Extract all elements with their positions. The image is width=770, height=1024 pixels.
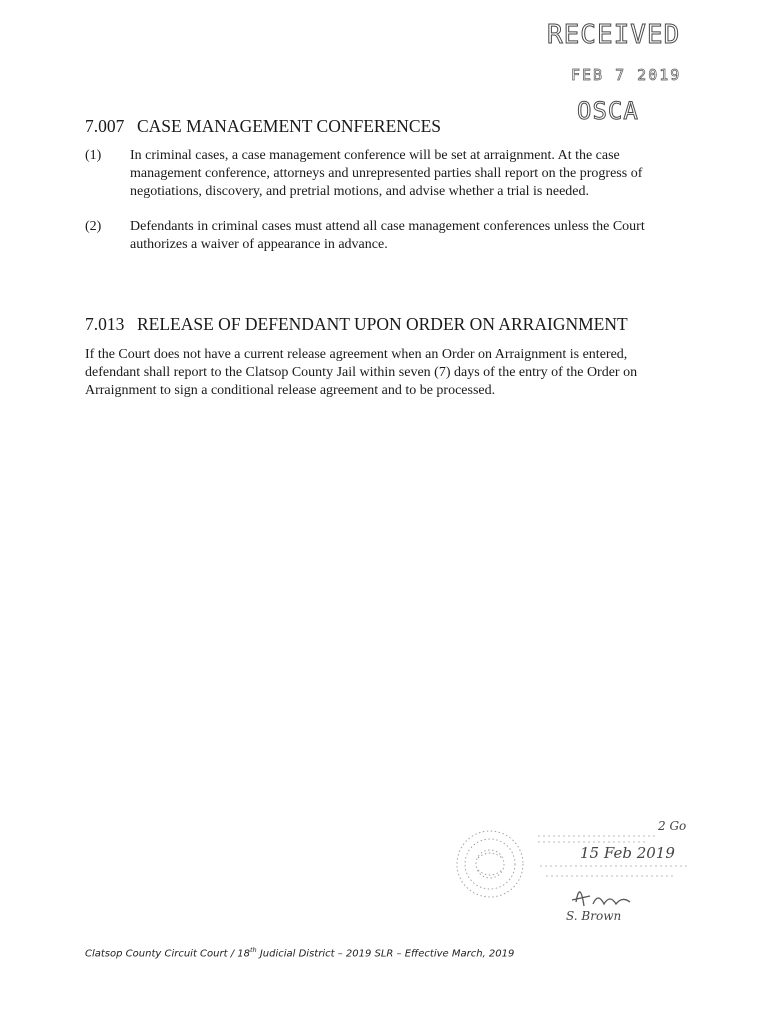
section-title: RELEASE OF DEFENDANT UPON ORDER ON ARRAIGNMENT (137, 314, 628, 334)
section-paragraph: If the Court does not have a current release agreement when an Order on Arraignment is entered, defendant shall report to the Clatsop County Jail within seven (7) days of the entry of the Order on Arraignment to sign a conditional release agreement and to be processed. (85, 347, 638, 398)
section-heading-7-007 (85, 116, 441, 137)
seal-date: 15 Feb 2019 (580, 844, 675, 862)
received-date-stamp: FEB 7 2019 (571, 66, 682, 84)
footer-court: Clatsop County Circuit Court / 18 (85, 948, 250, 960)
seal-icon (457, 831, 523, 897)
item-text: In criminal cases, a case management conference will be set at arraignment. At the case management conference, attorneys and unrepresented parties shall report on the progress of negotiations, discovery, and pretrial motions, and advise whether a trial is needed. (130, 148, 643, 199)
page-footer (85, 946, 514, 959)
footer-district: Judicial District – 2019 SLR – Effective March, 2019 (256, 948, 515, 960)
section-heading-7-013 (85, 314, 628, 335)
item-marker: (1) (85, 148, 102, 163)
list-item (85, 147, 685, 201)
osca-stamp: OSCA (577, 97, 639, 125)
footer-sup: th (249, 946, 257, 954)
received-stamp: RECEIVED (547, 20, 681, 50)
court-seal-signature (448, 818, 708, 930)
section-number: 7.013 (85, 314, 125, 334)
signer-name: S. Brown (566, 909, 622, 923)
item-text: Defendants in criminal cases must attend all case management conferences unless the Court authorizes a waiver of appearance in advance. (130, 219, 645, 252)
page-note: 2 Go (658, 819, 687, 833)
list-item (85, 218, 685, 254)
section-number: 7.007 (85, 116, 125, 136)
section-title: CASE MANAGEMENT CONFERENCES (137, 116, 442, 136)
item-marker: (2) (85, 219, 102, 234)
signature-scribble (572, 892, 630, 906)
